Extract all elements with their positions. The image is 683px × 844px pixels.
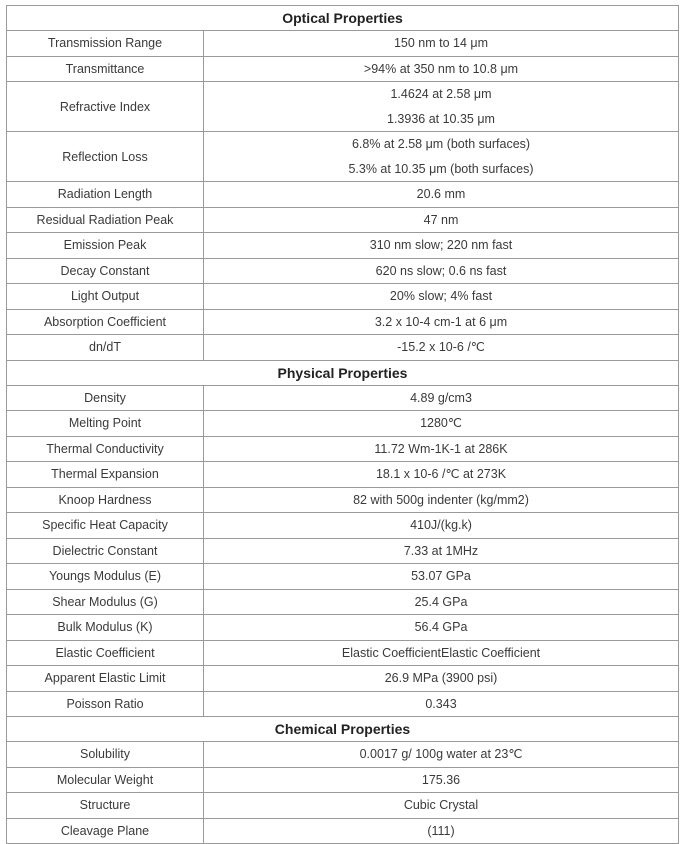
section-title: Physical Properties xyxy=(7,360,679,385)
section-title: Optical Properties xyxy=(7,6,679,31)
property-value-cell xyxy=(204,31,679,57)
property-value-cell xyxy=(204,640,679,666)
property-value: 56.4 GPa xyxy=(414,620,468,634)
property-row xyxy=(7,309,679,335)
property-value-cell xyxy=(204,666,679,692)
property-label: Melting Point xyxy=(7,411,204,437)
property-label: Absorption Coefficient xyxy=(7,309,204,335)
property-value-cell xyxy=(204,487,679,513)
property-label: Shear Modulus (G) xyxy=(7,589,204,615)
property-value: 5.3% at 10.35 μm (both surfaces) xyxy=(348,161,534,176)
property-value-cell xyxy=(204,182,679,208)
property-row xyxy=(7,666,679,692)
property-label: Poisson Ratio xyxy=(7,691,204,717)
property-row xyxy=(7,564,679,590)
property-row xyxy=(7,411,679,437)
property-row xyxy=(7,742,679,768)
property-label: dn/dT xyxy=(7,335,204,361)
property-value-cell xyxy=(204,132,679,182)
property-value-cell xyxy=(204,411,679,437)
property-label: Reflection Loss xyxy=(7,132,204,182)
property-value-cell xyxy=(204,513,679,539)
property-row xyxy=(7,284,679,310)
property-label: Light Output xyxy=(7,284,204,310)
property-value: 0.0017 g/ 100g water at 23℃ xyxy=(359,747,523,761)
property-row xyxy=(7,82,679,132)
property-label: Density xyxy=(7,385,204,411)
section-header-row xyxy=(7,717,679,742)
property-value-cell xyxy=(204,767,679,793)
property-row xyxy=(7,793,679,819)
property-value-cell xyxy=(204,309,679,335)
section-header-row xyxy=(7,6,679,31)
property-row xyxy=(7,385,679,411)
property-label: Elastic Coefficient xyxy=(7,640,204,666)
property-value: 26.9 MPa (3900 psi) xyxy=(384,671,498,685)
property-label: Transmission Range xyxy=(7,31,204,57)
property-value: 1.4624 at 2.58 μm xyxy=(390,87,492,101)
property-value: 0.343 xyxy=(425,696,457,711)
property-value: 175.36 xyxy=(421,772,461,787)
property-row xyxy=(7,233,679,259)
property-row xyxy=(7,538,679,564)
property-value-cell xyxy=(204,818,679,844)
property-value: 18.1 x 10-6 /℃ at 273K xyxy=(375,467,507,481)
property-label: Apparent Elastic Limit xyxy=(7,666,204,692)
property-label: Cleavage Plane xyxy=(7,818,204,844)
property-value: 310 nm slow; 220 nm fast xyxy=(369,238,513,252)
properties-table xyxy=(6,5,679,844)
property-value: 150 nm to 14 μm xyxy=(393,36,489,50)
property-value-cell xyxy=(204,385,679,411)
property-value: -15.2 x 10-6 /℃ xyxy=(397,340,485,354)
property-value: Cubic Crystal xyxy=(403,798,479,812)
section-title: Chemical Properties xyxy=(7,717,679,742)
property-label: Refractive Index xyxy=(7,82,204,132)
property-value-cell xyxy=(204,589,679,615)
property-value: 47 nm xyxy=(423,212,459,227)
section-header-row xyxy=(7,360,679,385)
property-label: Residual Radiation Peak xyxy=(7,207,204,233)
property-value-cell xyxy=(204,691,679,717)
property-row xyxy=(7,818,679,844)
property-label: Molecular Weight xyxy=(7,767,204,793)
property-value-cell xyxy=(204,207,679,233)
property-row xyxy=(7,56,679,82)
property-label: Radiation Length xyxy=(7,182,204,208)
property-value: 20% slow; 4% fast xyxy=(389,289,493,303)
property-row xyxy=(7,436,679,462)
properties-sheet xyxy=(6,5,678,844)
property-value-cell xyxy=(204,793,679,819)
property-value: (111) xyxy=(427,823,455,838)
property-label: Specific Heat Capacity xyxy=(7,513,204,539)
property-value-cell xyxy=(204,56,679,82)
property-value-cell xyxy=(204,538,679,564)
property-value: 1280℃ xyxy=(420,416,462,430)
property-value-cell xyxy=(204,258,679,284)
property-value: 11.72 Wm-1K-1 at 286K xyxy=(374,441,508,456)
property-label: Solubility xyxy=(7,742,204,768)
property-value: 410J/(kg.k) xyxy=(410,518,472,532)
property-value: 4.89 g/cm3 xyxy=(410,390,472,405)
property-row xyxy=(7,615,679,641)
property-value: 1.3936 at 10.35 μm xyxy=(387,111,495,126)
property-value-cell xyxy=(204,564,679,590)
property-row xyxy=(7,462,679,488)
property-value: 6.8% at 2.58 μm (both surfaces) xyxy=(351,137,531,151)
property-label: Emission Peak xyxy=(7,233,204,259)
property-row xyxy=(7,767,679,793)
property-row xyxy=(7,513,679,539)
property-value-cell xyxy=(204,233,679,259)
property-value: 7.33 at 1MHz xyxy=(403,543,479,558)
property-label: Thermal Expansion xyxy=(7,462,204,488)
property-row xyxy=(7,640,679,666)
property-value: 3.2 x 10-4 cm-1 at 6 μm xyxy=(374,314,508,329)
property-value-cell xyxy=(204,462,679,488)
property-value: 53.07 GPa xyxy=(411,569,471,583)
property-value: 82 with 500g indenter (kg/mm2) xyxy=(353,492,529,507)
property-value-cell xyxy=(204,335,679,361)
property-row xyxy=(7,132,679,182)
property-label: Thermal Conductivity xyxy=(7,436,204,462)
property-value: 25.4 GPa xyxy=(414,594,468,609)
property-label: Decay Constant xyxy=(7,258,204,284)
property-label: Bulk Modulus (K) xyxy=(7,615,204,641)
property-value: 20.6 mm xyxy=(416,187,466,201)
property-label: Structure xyxy=(7,793,204,819)
property-value-cell xyxy=(204,742,679,768)
property-label: Dielectric Constant xyxy=(7,538,204,564)
property-row xyxy=(7,487,679,513)
property-row xyxy=(7,31,679,57)
property-label: Knoop Hardness xyxy=(7,487,204,513)
property-value-cell xyxy=(204,284,679,310)
property-row xyxy=(7,335,679,361)
property-value: Elastic CoefficientElastic Coefficient xyxy=(341,645,541,660)
property-value-cell xyxy=(204,615,679,641)
property-value-cell xyxy=(204,82,679,132)
property-value-cell xyxy=(204,436,679,462)
property-row xyxy=(7,258,679,284)
property-label: Youngs Modulus (E) xyxy=(7,564,204,590)
property-value: >94% at 350 nm to 10.8 μm xyxy=(363,61,519,76)
property-row xyxy=(7,182,679,208)
properties-table-body xyxy=(7,6,679,844)
property-row xyxy=(7,589,679,615)
property-value: 620 ns slow; 0.6 ns fast xyxy=(375,263,507,278)
property-row xyxy=(7,207,679,233)
property-label: Transmittance xyxy=(7,56,204,82)
property-row xyxy=(7,691,679,717)
